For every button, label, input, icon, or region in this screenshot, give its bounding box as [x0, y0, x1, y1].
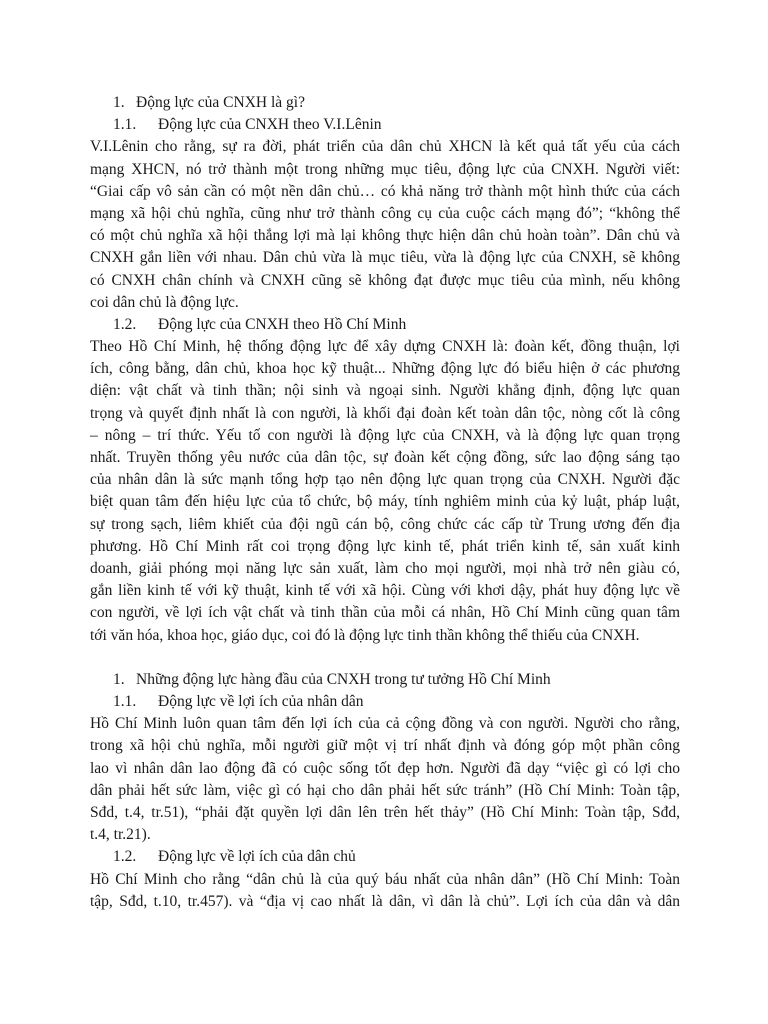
paragraph-line: ích, công bằng, dân chủ, khoa học kỹ thuật... Những động lực đó biểu hiện ở các phương — [90, 360, 680, 378]
paragraph-line: trọng và quyết định nhất là con người, là khối đại đoàn kết toàn dân tộc, nòng cốt là công — [90, 404, 680, 422]
paragraph-line: con người, về lợi ích vật chất và tinh thần của mỗi cá nhân, Hồ Chí Minh cũng quan tâm — [90, 604, 680, 622]
heading-number: 1. — [113, 670, 125, 688]
heading-text: Động lực của CNXH là gì? — [136, 94, 305, 111]
subheading-text: Động lực về lợi ích của dân chủ — [158, 848, 356, 866]
section-a-sub1-heading — [90, 114, 680, 136]
paragraph-line: có một chủ nghĩa xã hội thắng lợi mà lại không thực hiện dân chủ hoàn toàn”. Dân chủ và — [90, 227, 680, 245]
paragraph-line: của nhân dân là sức mạnh tổng hợp tạo nên động lực quan trọng của CNXH. Người đặc — [90, 471, 680, 489]
subheading-number: 1.1. — [113, 693, 137, 711]
paragraph-line: có CNXH chân chính và CNXH cũng sẽ không đạt được mục tiêu của mình, nếu không — [90, 271, 680, 289]
heading-number: 1. — [113, 94, 125, 111]
paragraph-line: nhất. Truyền thống yêu nước của dân tộc, sự đoàn kết cộng đồng, sức lao động sáng tạo — [90, 449, 680, 466]
subheading-text: Động lực của CNXH theo Hồ Chí Minh — [158, 315, 407, 333]
paragraph-line: Hồ Chí Minh cho rằng “dân chủ là của quý báu nhất của nhân dân” (Hồ Chí Minh: Toàn — [90, 870, 680, 888]
section-b-sub2-heading — [90, 846, 680, 868]
paragraph-line: phương. Hồ Chí Minh rất coi trọng động lực kinh tế, phát triển kinh tế, sản xuất kinh — [90, 537, 680, 555]
heading-text: Những động lực hàng đầu của CNXH trong tư tưởng Hồ Chí Minh — [136, 670, 551, 688]
paragraph-line: – nông – trí thức. Yếu tố con người là động lực của CNXH, và là động lực quan trọng — [90, 426, 680, 444]
paragraph-line: tới văn hóa, khoa học, giáo dục, coi đó là động lực tinh thần không thể thiếu của CNXH. — [90, 626, 640, 644]
section-b-sub1-heading — [90, 691, 680, 713]
paragraph-line: doanh, giải phóng mọi năng lực sản xuất, làm cho mọi người, mọi nhà trở nên giàu có, — [90, 559, 680, 577]
section-b-sub2-paragraph — [90, 869, 680, 913]
paragraph-line: V.I.Lênin cho rằng, sự ra đời, phát triển của dân chủ XHCN là kết quả tất yếu của cách — [90, 138, 680, 156]
section-a-sub2-heading — [90, 314, 680, 336]
paragraph-line: trong xã hội chủ nghĩa, mỗi người giữ một vị trí nhất định và đóng góp một phần công — [90, 737, 680, 755]
paragraph-line: sự trong sạch, liêm khiết của đội ngũ cán bộ, công chức các cấp từ Trung ương đến địa — [90, 515, 680, 533]
paragraph-line: mạng xã hội chủ nghĩa, cũng như trở thành công cụ của cuộc cách mạng đó”; “không thể — [90, 204, 680, 222]
subheading-number: 1.2. — [113, 848, 137, 866]
paragraph-line: dân phải hết sức làm, việc gì có hại cho dân phải hết sức tránh” (Hồ Chí Minh: Toàn tập, — [90, 781, 680, 799]
paragraph-line: Theo Hồ Chí Minh, hệ thống động lực để xây dựng CNXH là: đoàn kết, đồng thuận, lợi — [90, 338, 680, 356]
paragraph-line: gắn liền kinh tế với kỹ thuật, kinh tế với xã hội. Cùng với khơi dậy, phát huy động lực về — [90, 582, 680, 600]
paragraph-line: tập, Sđd, t.10, tr.457). và “địa vị cao nhất là dân, vì dân là chủ”. Lợi ích của dân và dân — [90, 892, 680, 910]
subheading-number: 1.1. — [113, 116, 137, 134]
paragraph-line: coi dân chủ là động lực. — [90, 293, 239, 311]
subheading-text: Động lực về lợi ích của nhân dân — [158, 693, 364, 711]
paragraph-line: t.4, tr.21). — [90, 826, 151, 844]
section-a-sub2-paragraph — [90, 336, 680, 647]
paragraph-line: “Giai cấp vô sản cần có một nền dân chủ… có khả năng trở thành một hình thức của cách — [90, 182, 680, 200]
section-spacer — [90, 647, 680, 669]
paragraph-line: Hồ Chí Minh luôn quan tâm đến lợi ích của cả cộng đồng và con người. Người cho rằng, — [90, 715, 680, 733]
subheading-number: 1.2. — [113, 315, 137, 333]
paragraph-line: CNXH gắn liền với nhau. Dân chủ vừa là mục tiêu, vừa là động lực của CNXH, sẽ không — [90, 249, 680, 267]
section-b-sub1-paragraph — [90, 713, 680, 846]
document-page — [90, 92, 680, 913]
section-a-heading — [90, 92, 680, 114]
section-b-heading — [90, 669, 680, 691]
paragraph-line: diện: vật chất và tinh thần; nội sinh và ngoại sinh. Người khẳng định, động lực quan — [90, 382, 680, 400]
paragraph-line: biệt quan tâm đến hiệu lực của tổ chức, bộ máy, tính nghiêm minh của kỷ luật, pháp luật, — [90, 493, 680, 511]
paragraph-line: mạng XHCN, nó trở thành một trong những mục tiêu, động lực của CNXH. Người viết: — [90, 160, 680, 178]
section-a-sub1-paragraph — [90, 136, 680, 314]
subheading-text: Động lực của CNXH theo V.I.Lênin — [158, 116, 382, 134]
paragraph-line: Sđd, t.4, tr.51), “phải đặt quyền lợi dân lên trên hết thảy” (Hồ Chí Minh: Toàn tập, Sđd, — [90, 804, 680, 821]
paragraph-line: lao vì nhân dân lao động đã có cuộc sống tốt đẹp hơn. Người đã dạy “việc gì có lợi cho — [90, 759, 680, 777]
